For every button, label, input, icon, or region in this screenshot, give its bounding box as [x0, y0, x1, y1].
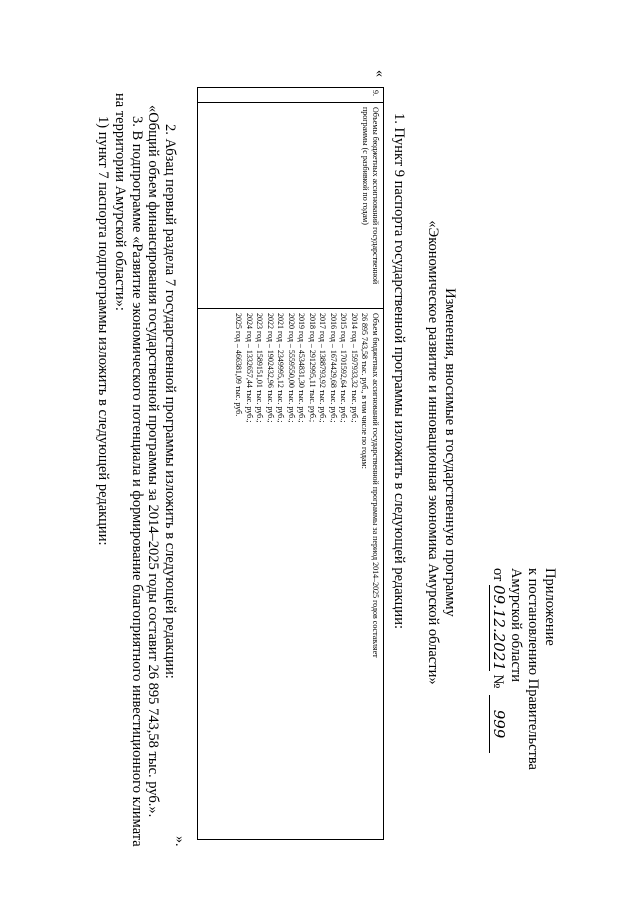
- number-prefix: №: [490, 674, 506, 689]
- year-line: 2022 год – 1902432,96 тыс. руб.;: [266, 313, 275, 423]
- document-title: [424, 0, 458, 905]
- year-line: 2019 год – 4534831,30 тыс. руб.;: [297, 313, 307, 423]
- table-intro-1: Объем бюджетных ассигнований государственной программы за период 2014–2025 годов составляет: [371, 313, 380, 658]
- appendix-block: [489, 568, 558, 770]
- passport-table: [197, 87, 384, 840]
- year-line: 2023 год – 1589151,01 тыс. руб.;: [255, 313, 265, 423]
- year-line: 2017 год – 1388793,92 тыс. руб.;: [318, 313, 328, 423]
- table-row-number: 9.: [198, 88, 383, 103]
- paragraph-2: 2. Абзац первый раздела 7 государственной программы изложить в следующей редакции:: [162, 124, 178, 679]
- paragraph-3-continued: на территории Амурской области»:: [112, 93, 128, 311]
- year-line: 2021 год – 2349995,12 тыс. руб.;: [276, 313, 286, 423]
- year-line: 2018 год – 2912995,11 тыс. руб.;: [308, 313, 317, 423]
- handwritten-number: 999: [489, 695, 507, 753]
- open-quote: «: [372, 70, 387, 77]
- table-value-cell: [192, 309, 383, 839]
- paragraph-1: 1. Пункт 9 паспорта государственной программы изложить в следующей редакции:: [391, 113, 407, 629]
- appendix-date-row: [489, 568, 507, 770]
- paragraph-3: 3. В подпрограмме «Развитие экономического потенциала и формирование благоприятного инвестиционного климата: [129, 116, 145, 847]
- year-line: 2015 год – 1701592,64 тыс. руб.;: [339, 313, 349, 423]
- year-line: 2020 год – 5559550,00 тыс. руб.;: [287, 313, 296, 423]
- year-line: 2024 год – 1332657,44 тыс. руб.;: [245, 313, 254, 423]
- paragraph-4: 1) пункт 7 паспорта подпрограммы изложить в следующей редакции:: [95, 116, 111, 546]
- title-line-1: Изменения, вносимые в государственную программу: [442, 288, 458, 617]
- paragraph-2-quote: «Общий объем финансирования государственной программы за 2014–2025 годы составит 26 895 743,58 тыс. руб.».: [145, 105, 161, 818]
- year-line: 2016 год – 1674429,68 тыс. руб.;: [329, 313, 338, 423]
- title-line-2: «Экономическое развитие и инновационная экономика Амурской области»: [425, 220, 441, 685]
- appendix-line-2: к постановлению Правительства: [525, 568, 541, 770]
- close-quote: ».: [172, 836, 187, 847]
- year-line: 2025 год – 466381,09 тыс. руб.: [234, 313, 244, 417]
- year-line: 2014 год – 1597933,32 тыс. руб.;: [350, 313, 359, 423]
- table-label-cell: Объемы бюджетных ассигнований государственной программы (с разбивкой по годам): [198, 103, 383, 309]
- handwritten-date: 09.12.2021: [490, 585, 508, 671]
- appendix-line-3: Амурской области: [508, 568, 524, 682]
- appendix-line-1: Приложение: [542, 568, 558, 646]
- table-intro-2: 26 895 743,58 тыс. руб., в том числе по годам:: [360, 313, 370, 469]
- date-prefix: от: [490, 568, 506, 582]
